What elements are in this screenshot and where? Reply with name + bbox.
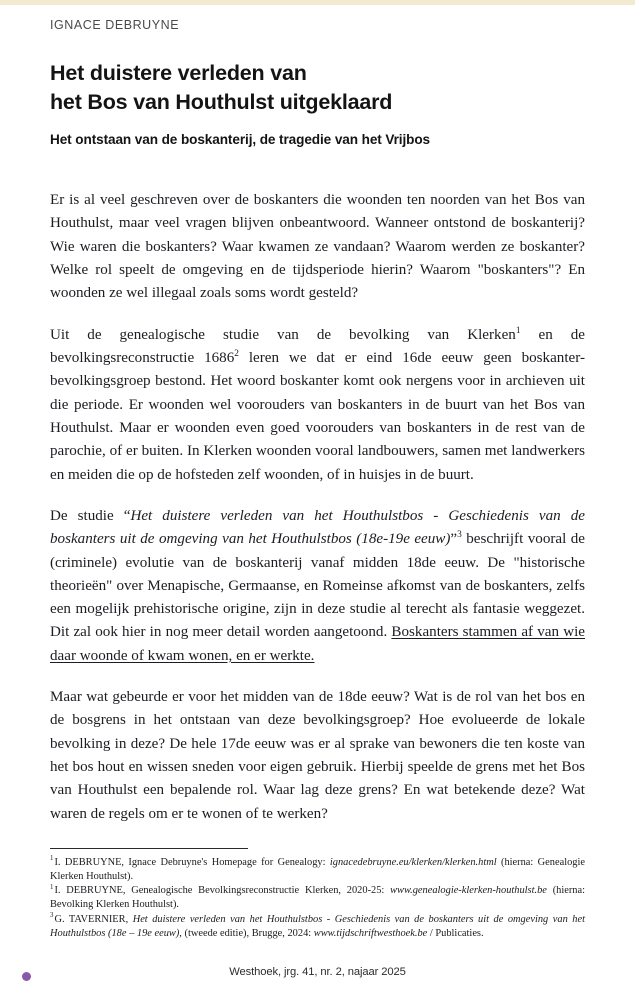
footnote-marker: 1 <box>50 883 54 891</box>
footnote-url[interactable]: www.genealogie-klerken-houthulst.be <box>390 885 547 897</box>
paragraph-4: Maar wat gebeurde er voor het midden van de 18de eeuw? Wat is de rol van het bos en de bosgrens in het ontstaan van deze bevolkingsgroep? Hoe evolueerde de lokale bevolking in deze? De hele 17de eeuw was er al sprake van bewoners die ten koste van het bos hout en wissen sneden voor eigen gebruik. Hierbij speelde de grens met het Bos van Houthulst een bepalende rol. Waar lag deze grens? En wat betekende deze? Wat waren de regels om er te wonen of te werken? <box>50 689 585 822</box>
paragraph-2-part-c: leren we dat er eind 16de eeuw geen boskanter-bevolkingsgroep bestond. Het woord boskanter komt ook nergens voor in archieven uit die periode. Er woonden wel voorouders van boskanters in de buurt van het Bos van Houthulst. Maar er woonden even goed voorouders van boskanters in de rest van de parochie, of er buiten. In Klerken woonden vooral landbouwers, samen met landwerkers en meiden die op de hofsteden zelf woonden, of in huisjes in de buurt. <box>50 350 585 483</box>
paragraph-3-quote-close: ” <box>450 531 458 548</box>
footnote-text-a: G. TAVERNIER, <box>54 913 133 925</box>
paragraph-3 <box>50 505 585 668</box>
paragraph-3-part-c: beschrijft vooral de (criminele) evolutie van de boskanterij vanaf midden 18de eeuw. De "historische theorieën" over Menapische, Germaanse, en Romeinse afkomst van de boskanters, zelfs een mogelijk prehistorische origine, zijn in deze studie al terecht als fantasie weggezet. Dit zal ook hier in nog meer detail worden aangetoond. <box>50 531 585 641</box>
paragraph-2-part-b: en de bevolkingsreconstructie 1686 <box>50 326 585 367</box>
page-title <box>50 59 585 117</box>
title-line-2: het Bos van Houthulst uitgeklaard <box>50 90 393 115</box>
footnote-text-b: , (tweede editie), Brugge, 2024: <box>179 927 314 939</box>
paragraph-1: Er is al veel geschreven over de boskanters die woonden ten noorden van het Bos van Houthulst, maar veel vragen blijven onbeantwoord. Wanneer ontstond de boskanterij? Wie waren die boskanters? Waar kwamen ze vandaan? Waarom werden ze boskanter? Welke rol speelt de omgeving en de tijdsperiode hierin? Waarom "boskanters"? En woonden ze wel illegaal zoals soms wordt gesteld? <box>50 192 585 302</box>
footnote-item <box>50 856 585 883</box>
footnote-item <box>50 884 585 911</box>
footnote-url[interactable]: ignacedebruyne.eu/klerken/klerken.html <box>329 856 497 868</box>
footnote-marker: 1 <box>50 855 54 863</box>
page-subtitle: Het ontstaan van de boskanterij, de tragedie van het Vrijbos <box>50 132 431 148</box>
article-body <box>50 189 585 826</box>
footnote-text-b: (hierna: Genealogie Klerken Houthulst). <box>50 856 585 882</box>
cited-study-title: Het duistere verleden van het Houthulstbos - Geschiedenis van de boskanters uit de omgeving van het Houthulstbos (18e-19e eeuw) <box>50 507 585 548</box>
footnote-text-c: / Publicaties. <box>427 927 484 939</box>
footnote-item <box>50 913 585 940</box>
footnote-separator-rule <box>50 848 248 849</box>
footnote-ref-3[interactable]: 3 <box>457 530 462 541</box>
emphasized-conclusion: Boskanters stammen af van wie daar woonde of kwam wonen, en er werkte. <box>50 624 585 664</box>
footer-citation: Westhoek, jrg. 41, nr. 2, najaar 2025 <box>229 966 406 978</box>
footnote-ref-1[interactable]: 1 <box>515 325 521 336</box>
page-footer <box>0 966 635 992</box>
author-byline: IGNACE DEBRUYNE <box>50 18 180 32</box>
footnote-cited-title: Het duistere verleden van het Houthulstbos - Geschiedenis van de boskanters uit de omgeving van het Houthulstbos (18e – 19e eeuw) <box>50 913 585 939</box>
footnotes-section <box>50 848 585 940</box>
paragraph-2 <box>50 324 585 487</box>
footnote-text-a: I. DEBRUYNE, Genealogische Bevolkingsreconstructie Klerken, 2020-25: <box>54 885 391 897</box>
footnote-url[interactable]: www.tijdschriftwesthoek.be <box>313 927 428 939</box>
footnote-text-a: I. DEBRUYNE, Ignace Debruyne's Homepage for Genealogy: <box>54 856 330 868</box>
footnote-text-b: (hierna: Bevolking Klerken Houthulst). <box>50 885 585 911</box>
paragraph-2-part-a: Uit de genealogische studie van de bevolking van Klerken <box>50 326 516 343</box>
paragraph-3-part-a: De studie “ <box>50 507 131 524</box>
title-line-1: Het duistere verleden van <box>50 61 307 85</box>
footnote-marker: 3 <box>50 912 54 920</box>
footnote-ref-2[interactable]: 2 <box>234 348 239 359</box>
